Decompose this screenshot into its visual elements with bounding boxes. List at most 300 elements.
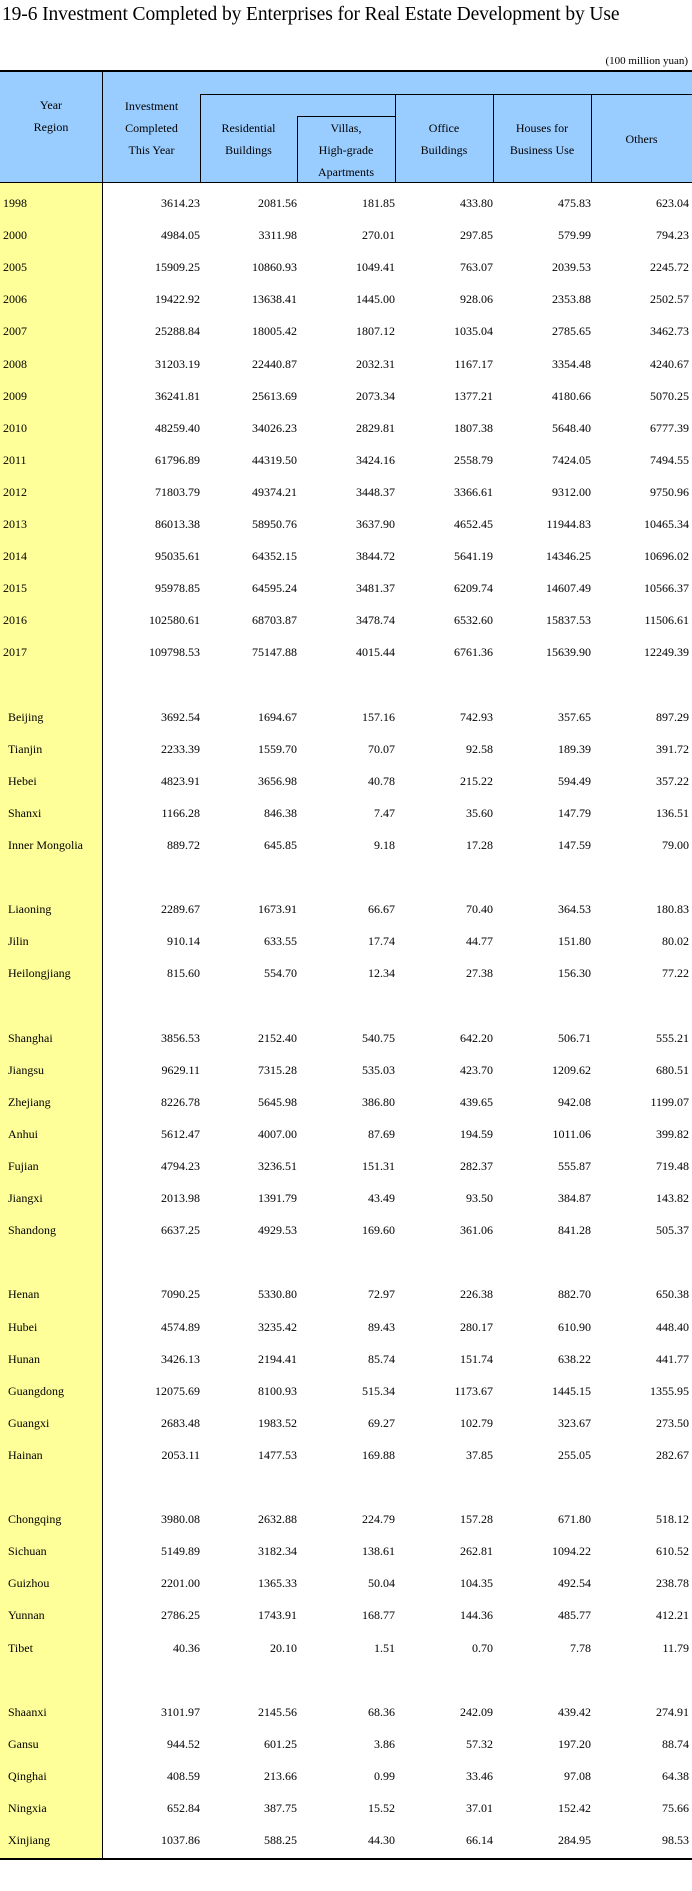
year-label: 2014 <box>3 549 27 564</box>
region-row <box>0 1189 692 1207</box>
value-cell: 102.79 <box>460 1415 493 1430</box>
value-cell: 5645.98 <box>258 1094 297 1109</box>
value-cell: 652.84 <box>167 1801 200 1815</box>
value-cell: 3478.74 <box>356 613 395 628</box>
value-cell: 1559.70 <box>258 741 297 756</box>
value-cell: 20.10 <box>270 1640 297 1655</box>
value-cell: 270.01 <box>362 228 395 243</box>
header-others: Others <box>625 132 658 146</box>
value-cell: 3462.73 <box>650 324 689 339</box>
value-cell: 77.22 <box>662 966 689 981</box>
value-cell: 1694.67 <box>258 709 297 724</box>
value-cell: 57.32 <box>466 1736 493 1751</box>
year-label: 2012 <box>3 484 27 499</box>
header-office: Office Buildings <box>420 121 468 157</box>
value-cell: 846.38 <box>264 805 297 820</box>
value-cell: 594.49 <box>558 773 591 788</box>
region-row <box>0 1350 692 1368</box>
value-cell: 80.02 <box>662 934 689 949</box>
year-row <box>0 483 692 501</box>
region-label: Hebei <box>8 773 37 788</box>
value-cell: 841.28 <box>558 1223 591 1238</box>
value-cell: 6209.74 <box>454 581 493 596</box>
value-cell: 92.58 <box>466 741 493 756</box>
value-cell: 40.78 <box>368 773 395 788</box>
region-row <box>0 772 692 790</box>
value-cell: 3656.98 <box>258 773 297 788</box>
region-label: Heilongjiang <box>8 966 71 981</box>
value-cell: 7.78 <box>570 1640 591 1655</box>
value-cell: 412.21 <box>656 1608 689 1623</box>
year-row <box>0 226 692 244</box>
value-cell: 2201.00 <box>161 1576 200 1591</box>
region-row <box>0 900 692 918</box>
year-label: 2015 <box>3 581 27 596</box>
value-cell: 1673.91 <box>258 902 297 917</box>
value-cell: 5612.47 <box>161 1126 200 1141</box>
year-label: 2011 <box>3 452 27 467</box>
value-cell: 1377.21 <box>454 388 493 403</box>
value-cell: 1094.22 <box>552 1544 591 1559</box>
value-cell: 3366.61 <box>454 484 493 499</box>
value-cell: 9629.11 <box>161 1062 200 1077</box>
value-cell: 515.34 <box>362 1383 395 1398</box>
value-cell: 0.70 <box>472 1640 493 1655</box>
value-cell: 555.87 <box>558 1159 591 1173</box>
value-cell: 138.61 <box>362 1544 395 1559</box>
value-cell: 1355.95 <box>650 1383 689 1398</box>
value-cell: 15837.53 <box>546 613 591 628</box>
value-cell: 75.66 <box>662 1801 689 1815</box>
value-cell: 399.82 <box>656 1126 689 1141</box>
value-cell: 102580.61 <box>149 613 200 628</box>
value-cell: 86013.38 <box>155 517 200 531</box>
value-cell: 680.51 <box>656 1062 689 1077</box>
value-cell: 633.55 <box>264 934 297 949</box>
region-label: Liaoning <box>8 902 52 917</box>
value-cell: 2632.88 <box>258 1512 297 1527</box>
value-cell: 3354.48 <box>552 356 591 371</box>
year-label: 2008 <box>3 356 27 371</box>
region-row <box>0 932 692 950</box>
value-cell: 882.70 <box>558 1287 591 1302</box>
region-label: Xinjiang <box>8 1833 50 1848</box>
value-cell: 19422.92 <box>155 292 200 307</box>
value-cell: 6532.60 <box>454 613 493 628</box>
value-cell: 273.50 <box>656 1415 689 1430</box>
value-cell: 2073.34 <box>356 388 395 403</box>
value-cell: 297.85 <box>460 228 493 243</box>
value-cell: 2039.53 <box>552 260 591 275</box>
value-cell: 815.60 <box>167 966 200 981</box>
value-cell: 3182.34 <box>258 1544 297 1559</box>
value-cell: 262.81 <box>460 1544 493 1559</box>
value-cell: 144.36 <box>460 1608 493 1623</box>
region-row <box>0 1029 692 1047</box>
value-cell: 1209.62 <box>552 1062 591 1077</box>
value-cell: 7315.28 <box>258 1062 297 1077</box>
header-year-region: Year Region <box>33 98 69 134</box>
region-row <box>0 1831 692 1849</box>
value-cell: 2032.31 <box>356 356 395 371</box>
value-cell: 408.59 <box>167 1768 200 1783</box>
value-cell: 27.38 <box>466 966 493 981</box>
value-cell: 2786.25 <box>161 1608 200 1623</box>
value-cell: 15639.90 <box>546 645 591 660</box>
value-cell: 910.14 <box>167 934 200 949</box>
value-cell: 535.03 <box>362 1062 395 1077</box>
region-row <box>0 1703 692 1721</box>
value-cell: 361.06 <box>460 1223 493 1238</box>
value-cell: 12.34 <box>368 966 395 981</box>
region-row <box>0 708 692 726</box>
value-cell: 623.04 <box>656 196 689 210</box>
value-cell: 357.65 <box>558 709 591 724</box>
value-cell: 601.25 <box>264 1736 297 1751</box>
value-cell: 610.90 <box>558 1319 591 1334</box>
year-row <box>0 643 692 661</box>
value-cell: 49374.21 <box>252 484 297 499</box>
region-label: Anhui <box>8 1126 38 1141</box>
value-cell: 1166.28 <box>161 805 200 820</box>
value-cell: 1477.53 <box>258 1447 297 1462</box>
value-cell: 3.86 <box>374 1736 395 1751</box>
value-cell: 75147.88 <box>252 645 297 660</box>
value-cell: 224.79 <box>362 1512 395 1527</box>
value-cell: 180.83 <box>656 902 689 917</box>
region-label: Hubei <box>8 1319 38 1334</box>
value-cell: 69.27 <box>368 1415 395 1430</box>
year-row <box>0 194 692 212</box>
year-row <box>0 611 692 629</box>
value-cell: 70.07 <box>368 741 395 756</box>
value-cell: 282.37 <box>460 1159 493 1173</box>
value-cell: 2194.41 <box>258 1351 297 1366</box>
value-cell: 742.93 <box>460 709 493 724</box>
value-cell: 181.85 <box>362 196 395 210</box>
value-cell: 1.51 <box>374 1640 395 1655</box>
value-cell: 1445.15 <box>552 1383 591 1398</box>
value-cell: 66.67 <box>368 902 395 917</box>
value-cell: 1037.86 <box>161 1833 200 1848</box>
value-cell: 68703.87 <box>252 613 297 628</box>
value-cell: 85.74 <box>368 1351 395 1366</box>
value-cell: 448.40 <box>656 1319 689 1334</box>
value-cell: 3311.98 <box>258 228 297 243</box>
value-cell: 15.52 <box>368 1801 395 1815</box>
region-label: Shaanxi <box>8 1704 47 1719</box>
value-cell: 423.70 <box>460 1062 493 1077</box>
value-cell: 518.12 <box>656 1512 689 1527</box>
value-cell: 3236.51 <box>258 1159 297 1173</box>
value-cell: 274.91 <box>656 1704 689 1719</box>
year-row <box>0 419 692 437</box>
region-row <box>0 1510 692 1528</box>
region-label: Chongqing <box>8 1512 62 1527</box>
value-cell: 17.74 <box>368 934 395 949</box>
value-cell: 7494.55 <box>650 452 689 467</box>
value-cell: 794.23 <box>656 228 689 243</box>
value-cell: 9750.96 <box>650 484 689 499</box>
region-label: Tianjin <box>8 741 43 756</box>
value-cell: 386.80 <box>362 1094 395 1109</box>
value-cell: 2152.40 <box>258 1030 297 1045</box>
region-row <box>0 1221 692 1239</box>
value-cell: 14607.49 <box>546 581 591 596</box>
value-cell: 10860.93 <box>252 260 297 275</box>
value-cell: 25613.69 <box>252 388 297 403</box>
region-row <box>0 1382 692 1400</box>
year-label: 2009 <box>3 388 27 403</box>
value-cell: 1011.06 <box>552 1126 591 1141</box>
value-cell: 391.72 <box>656 741 689 756</box>
value-cell: 242.09 <box>460 1704 493 1719</box>
value-cell: 3637.90 <box>356 517 395 531</box>
value-cell: 2683.48 <box>161 1415 200 1430</box>
value-cell: 485.77 <box>558 1608 591 1623</box>
value-cell: 1983.52 <box>258 1415 297 1430</box>
value-cell: 505.37 <box>656 1223 689 1238</box>
region-label: Hunan <box>8 1351 40 1366</box>
region-label: Hainan <box>8 1447 43 1462</box>
value-cell: 44.30 <box>368 1833 395 1848</box>
value-cell: 889.72 <box>167 838 200 852</box>
region-label: Jiangsu <box>8 1062 44 1077</box>
region-label: Shanghai <box>8 1030 53 1045</box>
region-label: Yunnan <box>8 1608 45 1623</box>
region-label: Henan <box>8 1287 40 1302</box>
value-cell: 3980.08 <box>161 1512 200 1527</box>
value-cell: 2289.67 <box>161 902 200 917</box>
value-cell: 2829.81 <box>356 420 395 435</box>
value-cell: 64352.15 <box>252 549 297 564</box>
value-cell: 70.40 <box>466 902 493 917</box>
value-cell: 11506.61 <box>644 613 689 628</box>
region-row <box>0 1061 692 1079</box>
value-cell: 4929.53 <box>258 1223 297 1238</box>
value-cell: 15909.25 <box>155 260 200 275</box>
value-cell: 1199.07 <box>650 1094 689 1109</box>
value-cell: 194.59 <box>460 1126 493 1141</box>
value-cell: 433.80 <box>460 196 493 210</box>
value-cell: 1173.67 <box>454 1383 493 1398</box>
header-investment: Investment Completed This Year <box>124 98 179 157</box>
value-cell: 8100.93 <box>258 1383 297 1398</box>
region-label: Jiangxi <box>8 1191 43 1206</box>
region-row <box>0 1606 692 1624</box>
year-row <box>0 355 692 373</box>
region-row <box>0 1639 692 1657</box>
value-cell: 40.36 <box>173 1640 200 1655</box>
value-cell: 2502.57 <box>650 292 689 307</box>
value-cell: 4015.44 <box>356 645 395 660</box>
region-label: Zhejiang <box>8 1094 51 1109</box>
region-row <box>0 1574 692 1592</box>
value-cell: 104.35 <box>460 1576 493 1591</box>
value-cell: 25288.84 <box>155 324 200 339</box>
value-cell: 44.77 <box>466 934 493 949</box>
value-cell: 357.22 <box>656 773 689 788</box>
value-cell: 579.99 <box>558 228 591 243</box>
region-row <box>0 1125 692 1143</box>
value-cell: 151.74 <box>460 1351 493 1366</box>
value-cell: 3424.16 <box>356 452 395 467</box>
value-cell: 93.50 <box>466 1191 493 1206</box>
value-cell: 897.29 <box>656 709 689 724</box>
value-cell: 43.49 <box>368 1191 395 1206</box>
value-cell: 540.75 <box>362 1030 395 1045</box>
bottom-rule <box>0 1858 692 1860</box>
value-cell: 50.04 <box>368 1576 395 1591</box>
value-cell: 284.95 <box>558 1833 591 1848</box>
value-cell: 763.07 <box>460 260 493 275</box>
value-cell: 2233.39 <box>161 741 200 756</box>
value-cell: 10566.37 <box>644 581 689 596</box>
value-cell: 3614.23 <box>161 196 200 210</box>
value-cell: 942.08 <box>558 1094 591 1109</box>
year-label: 2000 <box>3 228 27 243</box>
value-cell: 3692.54 <box>161 709 200 724</box>
year-label: 2010 <box>3 420 27 435</box>
value-cell: 3856.53 <box>161 1030 200 1045</box>
value-cell: 156.30 <box>558 966 591 981</box>
region-row <box>0 1318 692 1336</box>
value-cell: 8226.78 <box>161 1094 200 1109</box>
value-cell: 169.88 <box>362 1447 395 1462</box>
unit-note: (100 million yuan) <box>605 55 688 67</box>
value-cell: 0.99 <box>374 1768 395 1783</box>
value-cell: 7.47 <box>374 805 395 820</box>
header-residential: Residential Buildings <box>221 121 276 157</box>
value-cell: 439.65 <box>460 1094 493 1109</box>
region-row <box>0 804 692 822</box>
year-label: 2013 <box>3 517 27 531</box>
value-cell: 1445.00 <box>356 292 395 307</box>
region-label: Sichuan <box>8 1544 47 1559</box>
value-cell: 88.74 <box>662 1736 689 1751</box>
region-label: Gansu <box>8 1736 39 1751</box>
value-cell: 89.43 <box>368 1319 395 1334</box>
value-cell: 3844.72 <box>356 549 395 564</box>
value-cell: 282.67 <box>656 1447 689 1462</box>
region-label: Shandong <box>8 1223 56 1238</box>
value-cell: 6637.25 <box>161 1223 200 1238</box>
value-cell: 14346.25 <box>546 549 591 564</box>
value-cell: 48259.40 <box>155 420 200 435</box>
value-cell: 610.52 <box>656 1544 689 1559</box>
value-cell: 58950.76 <box>252 517 297 531</box>
value-cell: 95978.85 <box>155 581 200 596</box>
region-row <box>0 1542 692 1560</box>
value-cell: 441.77 <box>656 1351 689 1366</box>
region-label: Beijing <box>8 709 44 724</box>
value-cell: 1807.12 <box>356 324 395 339</box>
value-cell: 255.05 <box>558 1447 591 1462</box>
value-cell: 169.60 <box>362 1223 395 1238</box>
value-cell: 1167.17 <box>454 356 493 371</box>
value-cell: 719.48 <box>656 1159 689 1173</box>
value-cell: 2013.98 <box>161 1191 200 1206</box>
year-label: 1998 <box>3 196 27 210</box>
value-cell: 31203.19 <box>155 356 200 371</box>
year-label: 2006 <box>3 292 27 307</box>
value-cell: 3101.97 <box>161 1704 200 1719</box>
value-cell: 37.01 <box>466 1801 493 1815</box>
region-row <box>0 1735 692 1753</box>
value-cell: 5641.19 <box>454 549 493 564</box>
value-cell: 35.60 <box>466 805 493 820</box>
region-label: Jilin <box>8 934 29 949</box>
value-cell: 2558.79 <box>454 452 493 467</box>
year-label: 2007 <box>3 324 27 339</box>
value-cell: 157.28 <box>460 1512 493 1527</box>
value-cell: 37.85 <box>466 1447 493 1462</box>
region-label: Ningxia <box>8 1801 47 1815</box>
value-cell: 17.28 <box>466 838 493 852</box>
value-cell: 136.51 <box>656 805 689 820</box>
value-cell: 98.53 <box>662 1833 689 1848</box>
value-cell: 6761.36 <box>454 645 493 660</box>
value-cell: 61796.89 <box>155 452 200 467</box>
value-cell: 97.08 <box>564 1768 591 1783</box>
value-cell: 4652.45 <box>454 517 493 531</box>
value-cell: 4180.66 <box>552 388 591 403</box>
value-cell: 475.83 <box>558 196 591 210</box>
value-cell: 5330.80 <box>258 1287 297 1302</box>
year-row <box>0 258 692 276</box>
region-row <box>0 1414 692 1432</box>
value-cell: 147.79 <box>558 805 591 820</box>
value-cell: 2053.11 <box>161 1447 200 1462</box>
value-cell: 12249.39 <box>644 645 689 660</box>
value-cell: 213.66 <box>264 1768 297 1783</box>
value-cell: 151.80 <box>558 934 591 949</box>
value-cell: 226.38 <box>460 1287 493 1302</box>
value-cell: 2081.56 <box>258 196 297 210</box>
year-label: 2016 <box>3 613 27 628</box>
value-cell: 64595.24 <box>252 581 297 596</box>
value-cell: 147.59 <box>558 838 591 852</box>
value-cell: 4574.89 <box>161 1319 200 1334</box>
value-cell: 10465.34 <box>644 517 689 531</box>
value-cell: 168.77 <box>362 1608 395 1623</box>
value-cell: 7424.05 <box>552 452 591 467</box>
table-title: 19-6 Investment Completed by Enterprises for Real Estate Development by Use <box>2 4 620 25</box>
value-cell: 215.22 <box>460 773 493 788</box>
value-cell: 588.25 <box>264 1833 297 1848</box>
value-cell: 5070.25 <box>650 388 689 403</box>
region-label: Qinghai <box>8 1768 47 1783</box>
region-row <box>0 1767 692 1785</box>
value-cell: 4823.91 <box>161 773 200 788</box>
value-cell: 650.38 <box>656 1287 689 1302</box>
value-cell: 10696.02 <box>644 549 689 564</box>
value-cell: 34026.23 <box>252 420 297 435</box>
region-row <box>0 1446 692 1464</box>
value-cell: 87.69 <box>368 1126 395 1141</box>
region-label: Guangxi <box>8 1415 50 1430</box>
year-row <box>0 322 692 340</box>
region-row <box>0 836 692 854</box>
value-cell: 109798.53 <box>149 645 200 660</box>
value-cell: 157.16 <box>362 709 395 724</box>
year-label: 2017 <box>3 645 27 660</box>
region-row <box>0 964 692 982</box>
value-cell: 36241.81 <box>155 388 200 403</box>
value-cell: 506.71 <box>558 1030 591 1045</box>
year-row <box>0 547 692 565</box>
value-cell: 5149.89 <box>161 1544 200 1559</box>
